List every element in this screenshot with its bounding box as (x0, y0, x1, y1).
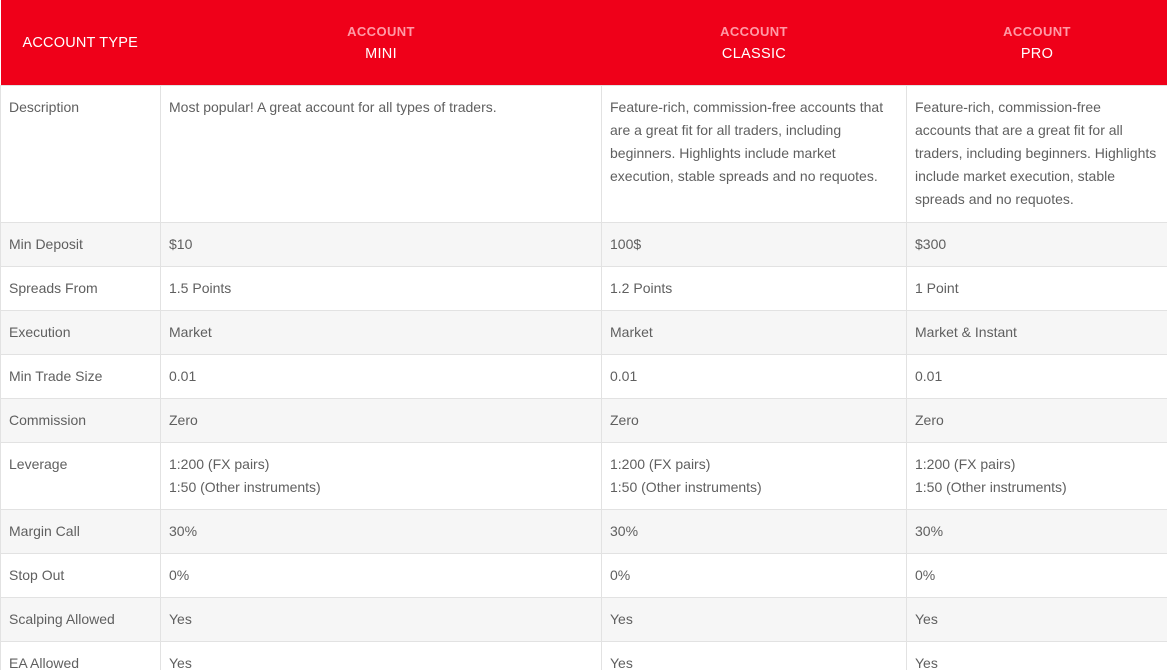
cell-pro: Zero (907, 399, 1167, 443)
table-row-min-deposit (1, 223, 1167, 267)
cell-pro: Yes (907, 598, 1167, 642)
leverage-fx: 1:200 (FX pairs) (915, 456, 1016, 472)
table-row-leverage (1, 443, 1167, 510)
cell-classic: Feature-rich, commission-free accounts that are a great fit for all traders, including beginners. Highlights include market execution, stable spreads and no requotes. (602, 86, 907, 223)
leverage-other: 1:50 (Other instruments) (610, 479, 762, 495)
cell-pro: Feature-rich, commission-free accounts that are a great fit for all traders, including beginners. Highlights include market execution, stable spreads and no requotes. (907, 86, 1167, 223)
cell-pro: Market & Instant (907, 311, 1167, 355)
table-body (1, 86, 1167, 670)
header-account-pro (907, 0, 1167, 86)
cell-classic: Zero (602, 399, 907, 443)
header-account-name: PRO (1020, 45, 1054, 62)
row-label: Execution (1, 311, 161, 355)
cell-mini: 0% (161, 554, 602, 598)
cell-classic: Yes (602, 598, 907, 642)
cell-mini: Most popular! A great account for all types of traders. (161, 86, 602, 223)
table-header (1, 0, 1167, 86)
cell-pro: Yes (907, 642, 1167, 670)
header-account-label: ACCOUNT (720, 23, 788, 39)
cell-mini: Market (161, 311, 602, 355)
leverage-other: 1:50 (Other instruments) (915, 479, 1067, 495)
leverage-other: 1:50 (Other instruments) (169, 479, 321, 495)
header-account-name: CLASSIC (721, 45, 787, 62)
cell-mini: Yes (161, 598, 602, 642)
cell-mini: 0.01 (161, 355, 602, 399)
cell-mini (161, 443, 602, 510)
table-row-execution (1, 311, 1167, 355)
cell-pro: 30% (907, 510, 1167, 554)
cell-classic: 30% (602, 510, 907, 554)
cell-classic: Yes (602, 642, 907, 670)
cell-mini: 1.5 Points (161, 267, 602, 311)
cell-pro: $300 (907, 223, 1167, 267)
cell-classic (602, 443, 907, 510)
header-account-classic (602, 0, 907, 86)
row-label: Stop Out (1, 554, 161, 598)
row-label: Commission (1, 399, 161, 443)
cell-classic: 100$ (602, 223, 907, 267)
header-account-mini (161, 0, 602, 86)
header-account-label: ACCOUNT (1003, 23, 1071, 39)
cell-classic: Market (602, 311, 907, 355)
table-row-spreads-from (1, 267, 1167, 311)
cell-mini: $10 (161, 223, 602, 267)
table-row-margin-call (1, 510, 1167, 554)
table-row-description (1, 86, 1167, 223)
cell-mini: Yes (161, 642, 602, 670)
header-row (1, 0, 1167, 86)
table-row-commission (1, 399, 1167, 443)
header-account-label: ACCOUNT (347, 23, 415, 39)
cell-pro: 1 Point (907, 267, 1167, 311)
cell-classic: 0% (602, 554, 907, 598)
cell-mini: Zero (161, 399, 602, 443)
row-label: Spreads From (1, 267, 161, 311)
header-account-name: MINI (365, 45, 397, 62)
row-label: Leverage (1, 443, 161, 510)
row-label: Min Deposit (1, 223, 161, 267)
row-label: Description (1, 86, 161, 223)
table-row-ea-allowed (1, 642, 1167, 670)
cell-pro: 0% (907, 554, 1167, 598)
row-label: EA Allowed (1, 642, 161, 670)
header-account-type: ACCOUNT TYPE (1, 0, 161, 86)
cell-pro: 0.01 (907, 355, 1167, 399)
cell-classic: 1.2 Points (602, 267, 907, 311)
row-label: Scalping Allowed (1, 598, 161, 642)
leverage-fx: 1:200 (FX pairs) (610, 456, 711, 472)
row-label: Min Trade Size (1, 355, 161, 399)
table-row-min-trade-size (1, 355, 1167, 399)
table-row-scalping-allowed (1, 598, 1167, 642)
cell-pro (907, 443, 1167, 510)
cell-mini: 30% (161, 510, 602, 554)
cell-classic: 0.01 (602, 355, 907, 399)
table-row-stop-out (1, 554, 1167, 598)
row-label: Margin Call (1, 510, 161, 554)
leverage-fx: 1:200 (FX pairs) (169, 456, 270, 472)
